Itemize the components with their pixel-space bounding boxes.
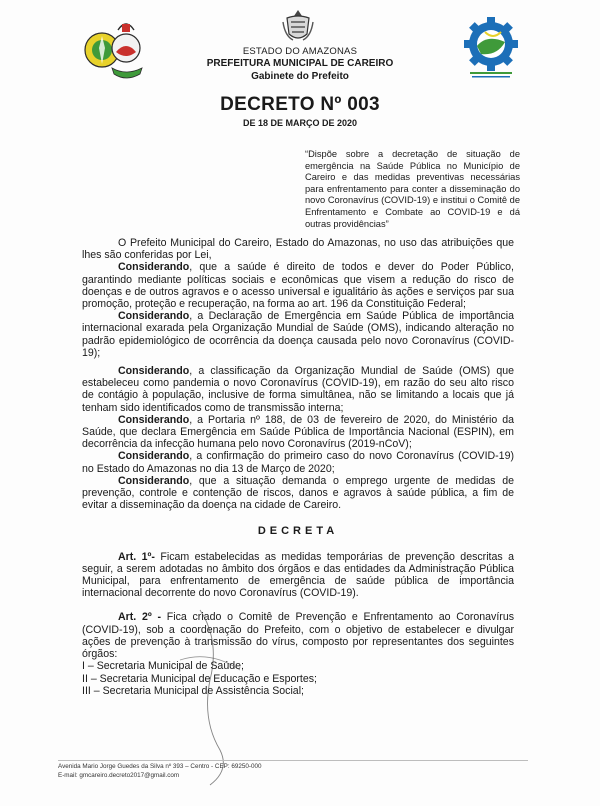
decree-body — [82, 237, 514, 697]
considering-paragraph — [82, 475, 514, 512]
organ-item: I – Secretaria Municipal de Saúde; — [82, 660, 244, 673]
considering-paragraph — [82, 365, 514, 414]
article-1 — [82, 551, 514, 600]
considering-paragraph — [82, 450, 514, 474]
considering-text: , a confirmação do primeiro caso do novo Coronavírus (COVID-19) no Estado do Amazonas no dia 13 de Março de 2020; — [82, 450, 514, 475]
footer-email: E-mail: gmcareiro.decreto2017@gmail.com — [58, 771, 180, 779]
footer — [58, 763, 261, 780]
organ-item: III – Secretaria Municipal de Assistência Social; — [82, 684, 304, 697]
footer-divider — [58, 760, 528, 761]
state-coat-of-arms-icon — [281, 8, 315, 44]
decree-date: DE 18 DE MARÇO DE 2020 — [242, 118, 358, 128]
article-2 — [82, 611, 514, 660]
prefecture-name: PREFEITURA MUNICIPAL DE CAREIRO — [206, 58, 394, 69]
state-name: ESTADO DO AMAZONAS — [242, 46, 358, 57]
considering-text: , que a situação demanda o emprego urgente de medidas de prevenção, controle e contenção de riscos, danos e agravos à saúde pública, a fim de evitar a disseminação da doença na cidade de Careiro. — [82, 474, 514, 512]
article-lead: Art. 1º- — [118, 550, 155, 563]
considering-paragraph — [82, 261, 514, 310]
organ-item: II – Secretaria Municipal de Educação e Esportes; — [82, 672, 317, 685]
considering-text: , a Declaração de Emergência em Saúde Pública de importância internacional exarada pela Organização Mundial de Saúde (OMS), indicando alteração no padrão epidemiológico de ocorrência da doença causada pelo novo Coronavírus (COVID-19); — [82, 310, 514, 359]
considering-paragraph — [82, 310, 514, 359]
article-text: Fica criado o Comitê de Prevenção e Enfrentamento ao Coronavírus (COVID-19), sob a coordenação do Prefeito, com o objetivo de estabelecer e divulgar ações de prevenção à transmissão do vírus, composto por representantes dos seguintes órgãos: — [82, 611, 515, 661]
considering-text: , que a saúde é direito de todos e dever do Poder Público, garantindo mediante políticas sociais e econômicas que visem a redução do risco de doenças e de outros agravos e o acesso universal e igualitário às ações e serviços par sua promoção, proteção e recuperação, na forma ao art. 196 da Constituição Federal; — [82, 261, 514, 311]
considering-lead: Considerando — [118, 365, 190, 378]
article-text: Ficam estabelecidas as medidas temporárias de prevenção descritas a seguir, a serem adotadas no âmbito dos órgãos e das entidades da Administração Pública Municipal, para enfrentamento de emergência de saúde pública de importância internacional decorrente do novo Coronavírus (COVID-19). — [82, 550, 514, 600]
considering-paragraph — [82, 414, 514, 451]
footer-address: Avenida Mario Jorge Guedes da Silva nº 393 – Centro - CEP: 69250-000 — [58, 763, 262, 770]
considering-lead: Considerando — [118, 310, 190, 323]
decreta-heading: DECRETA — [257, 525, 339, 538]
organs-list — [82, 660, 514, 697]
considering-text: , a Portaria nº 188, de 03 de fevereiro de 2020, do Ministério da Saúde, que declara Emergência em Saúde Pública de Importância Nacional (ESPIN), em decorrência da infecção humana pelo novo Coronavírus (2019-nCoV); — [82, 413, 514, 451]
intro-paragraph: O Prefeito Municipal do Careiro, Estado do Amazonas, no uso das atribuições que lhes são conferidas por Lei, — [82, 237, 514, 262]
considering-lead: Considerando — [118, 261, 190, 274]
considering-lead: Considerando — [118, 474, 190, 487]
considering-lead: Considerando — [118, 413, 190, 426]
considering-lead: Considerando — [118, 450, 190, 463]
office-name: Gabinete do Prefeito — [251, 71, 349, 82]
considering-text: , a classificação da Organização Mundial de Saúde (OMS) que estabeleceu como pandemia o novo Coronavírus (COVID-19), em razão do seu alto risco de contágio à população, inclusive de forma simultânea, não se limitando a locais que já tenham sido identificados como de transmissão interna; — [82, 365, 514, 414]
decree-summary: “Dispõe sobre a decretação de situação de emergência na Saúde Pública no Município de Careiro e das medidas preventivas necessárias para enfrentamento para conter a disseminação do novo Coronavírus (COVID-19) e institui o Comitê de Enfrentamento e Combate ao COVID-19 e dá outras providências” — [305, 149, 520, 229]
decree-title: DECRETO Nº 003 — [220, 94, 380, 115]
article-lead: Art. 2º - — [118, 611, 162, 624]
